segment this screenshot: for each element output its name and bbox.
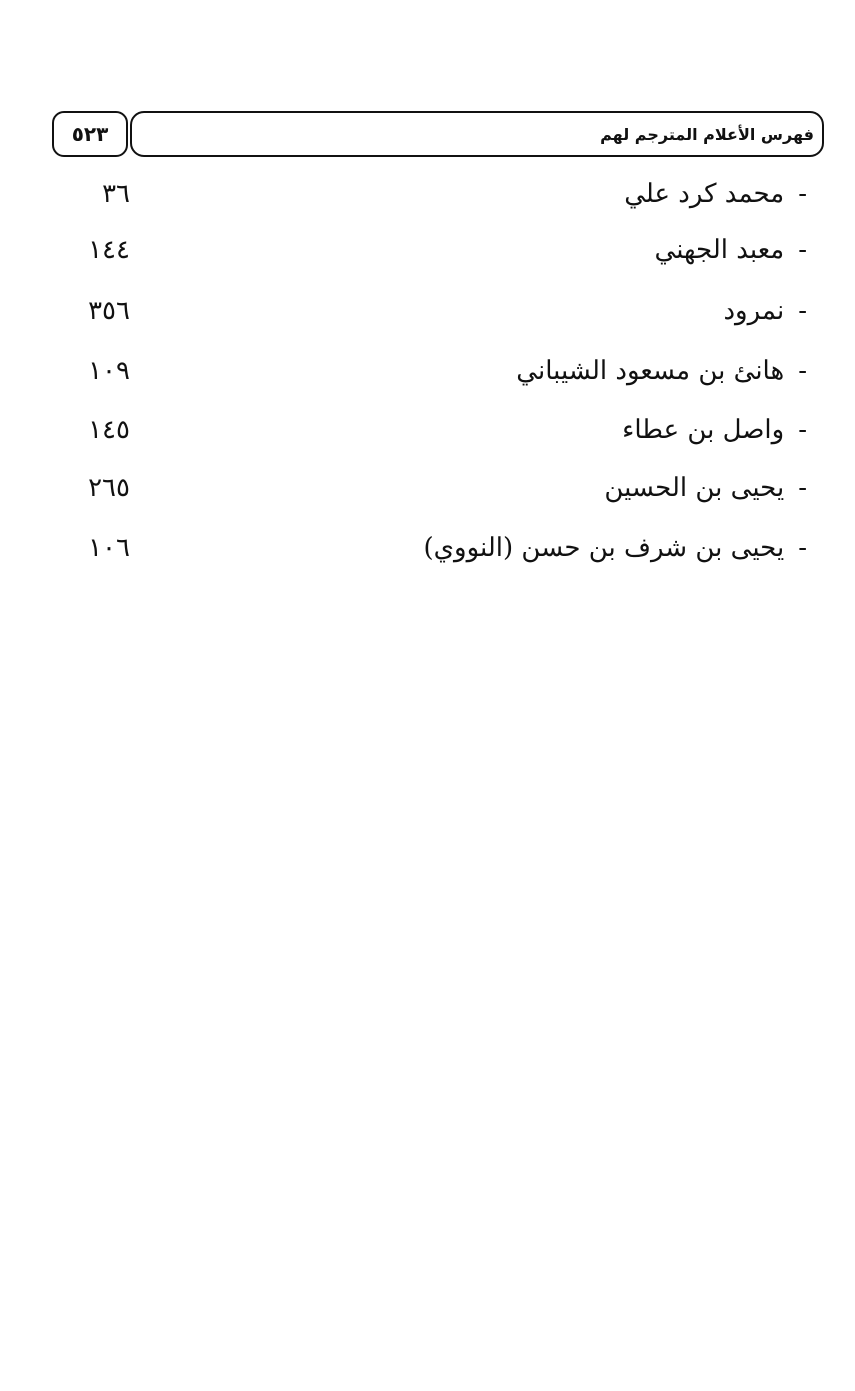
index-entry bbox=[0, 164, 855, 224]
entry-name: يحيى بن شرف بن حسن (النووي) bbox=[423, 533, 785, 563]
entry-name-wrap bbox=[604, 458, 807, 518]
entry-name: محمد كرد علي bbox=[624, 179, 785, 209]
entry-dash: - bbox=[798, 356, 807, 386]
entry-name-wrap bbox=[624, 164, 807, 224]
entry-name: يحيى بن الحسين bbox=[604, 473, 785, 503]
entry-dash: - bbox=[798, 296, 807, 326]
index-entry bbox=[0, 400, 855, 460]
entry-page-number: ١٤٥ bbox=[88, 415, 130, 445]
entry-page-number: ١٠٩ bbox=[88, 356, 130, 386]
entry-name-wrap bbox=[516, 341, 807, 401]
entry-name: نمرود bbox=[723, 296, 785, 326]
entry-page-number: ١٤٤ bbox=[88, 235, 130, 265]
page-number: ٥٢٣ bbox=[71, 122, 109, 146]
entry-name-wrap bbox=[424, 518, 807, 578]
entry-dash: - bbox=[798, 533, 807, 563]
entry-page-number: ١٠٦ bbox=[88, 533, 130, 563]
running-header bbox=[52, 111, 824, 157]
entry-dash: - bbox=[798, 179, 807, 209]
header-title-box bbox=[130, 111, 824, 157]
entry-name: معبد الجهني bbox=[654, 235, 785, 265]
entry-name: واصل بن عطاء bbox=[622, 415, 785, 445]
entry-dash: - bbox=[798, 415, 807, 445]
entry-dash: - bbox=[798, 473, 807, 503]
entry-dash: - bbox=[798, 235, 807, 265]
entry-page-number: ٢٦٥ bbox=[88, 473, 130, 503]
page-number-box bbox=[52, 111, 128, 157]
index-entry bbox=[0, 341, 855, 401]
entry-name-wrap bbox=[622, 400, 807, 460]
entry-page-number: ٣٥٦ bbox=[88, 296, 130, 326]
index-entry bbox=[0, 458, 855, 518]
entry-name-wrap bbox=[723, 281, 807, 341]
index-entry bbox=[0, 281, 855, 341]
entry-name: هانئ بن مسعود الشيباني bbox=[516, 356, 785, 386]
index-entry bbox=[0, 220, 855, 280]
entry-page-number: ٣٦ bbox=[102, 179, 130, 209]
header-title: فهرس الأعلام المترجم لهم bbox=[600, 124, 814, 144]
index-entry bbox=[0, 518, 855, 578]
entry-name-wrap bbox=[655, 220, 807, 280]
